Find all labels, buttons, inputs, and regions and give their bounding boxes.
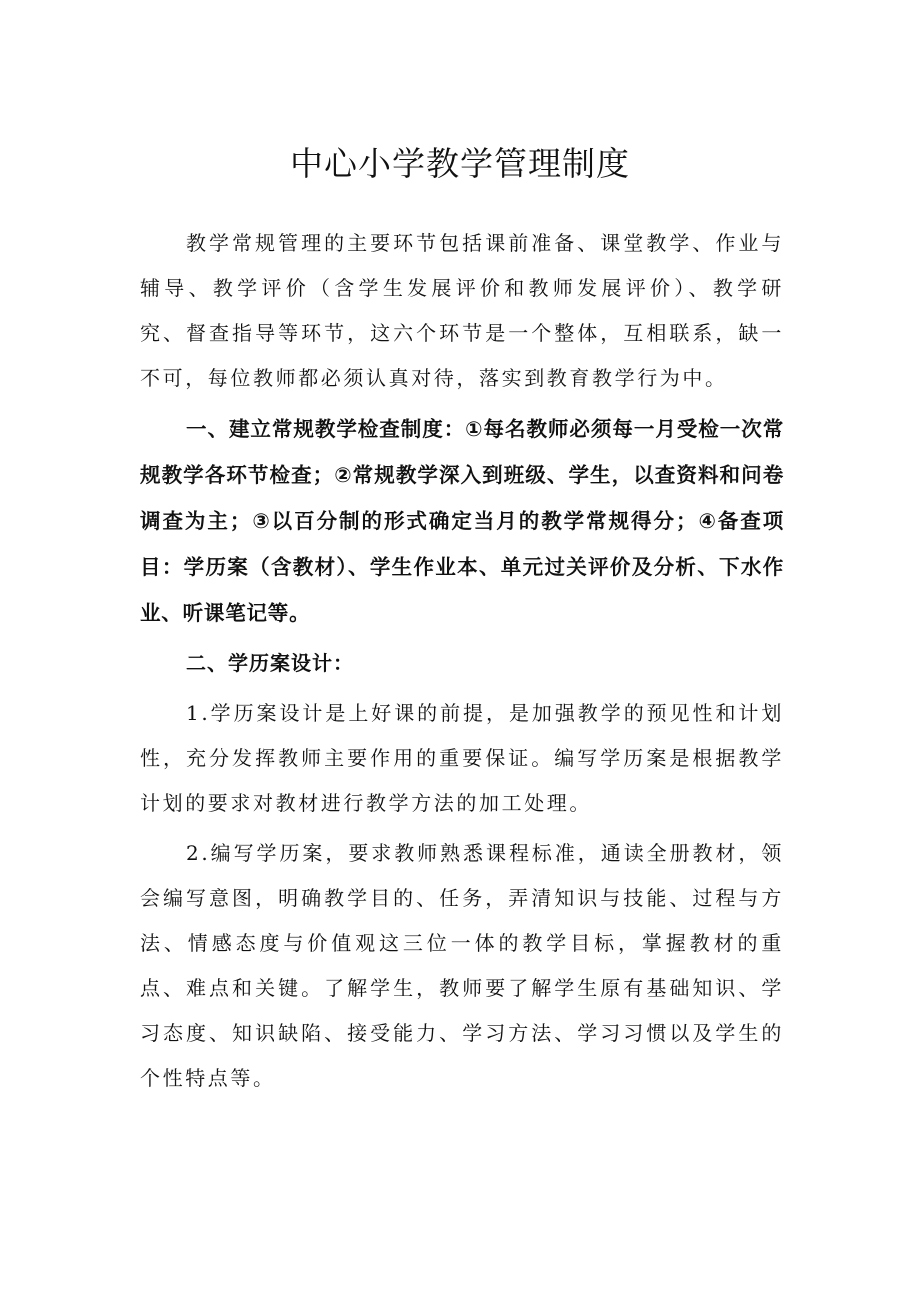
section-1-paragraph: 一、建立常规教学检查制度：①每名教师必须每一月受检一次常规教学各环节检查；②常规教学深入到班级、学生，以查资料和问卷调查为主；③以百分制的形式确定当月的教学常规得分；④备查项目：学历案（含教材）、学生作业本、单元过关评价及分析、下水作业、听课笔记等。 [140,417,784,625]
intro-paragraph: 教学常规管理的主要环节包括课前准备、课堂教学、作业与辅导、教学评价（含学生发展评价和教师发展评价）、教学研究、督查指导等环节，这六个环节是一个整体，互相联系，缺一不可，每位教师都必须认真对待，落实到教育教学行为中。 [140,231,784,390]
section-2-item-1: 1.学历案设计是上好课的前提，是加强教学的预见性和计划性，充分发挥教师主要作用的重要保证。编写学历案是根据教学计划的要求对教材进行教学方法的加工处理。 [140,701,784,815]
document-title: 中心小学教学管理制度 [290,144,630,183]
section-2-heading: 二、学历案设计： [186,651,354,675]
section-2-item-2: 2.编写学历案，要求教师熟悉课程标准，通读全册教材，领会编写意图，明确教学目的、任务，弄清知识与技能、过程与方法、情感态度与价值观这三位一体的教学目标，掌握教材的重点、难点和关键。了解学生，教师要了解学生原有基础知识、学习态度、知识缺陷、接受能力、学习方法、学习习惯以及学生的个性特点等。 [140,841,784,1090]
document-body [140,221,784,1106]
